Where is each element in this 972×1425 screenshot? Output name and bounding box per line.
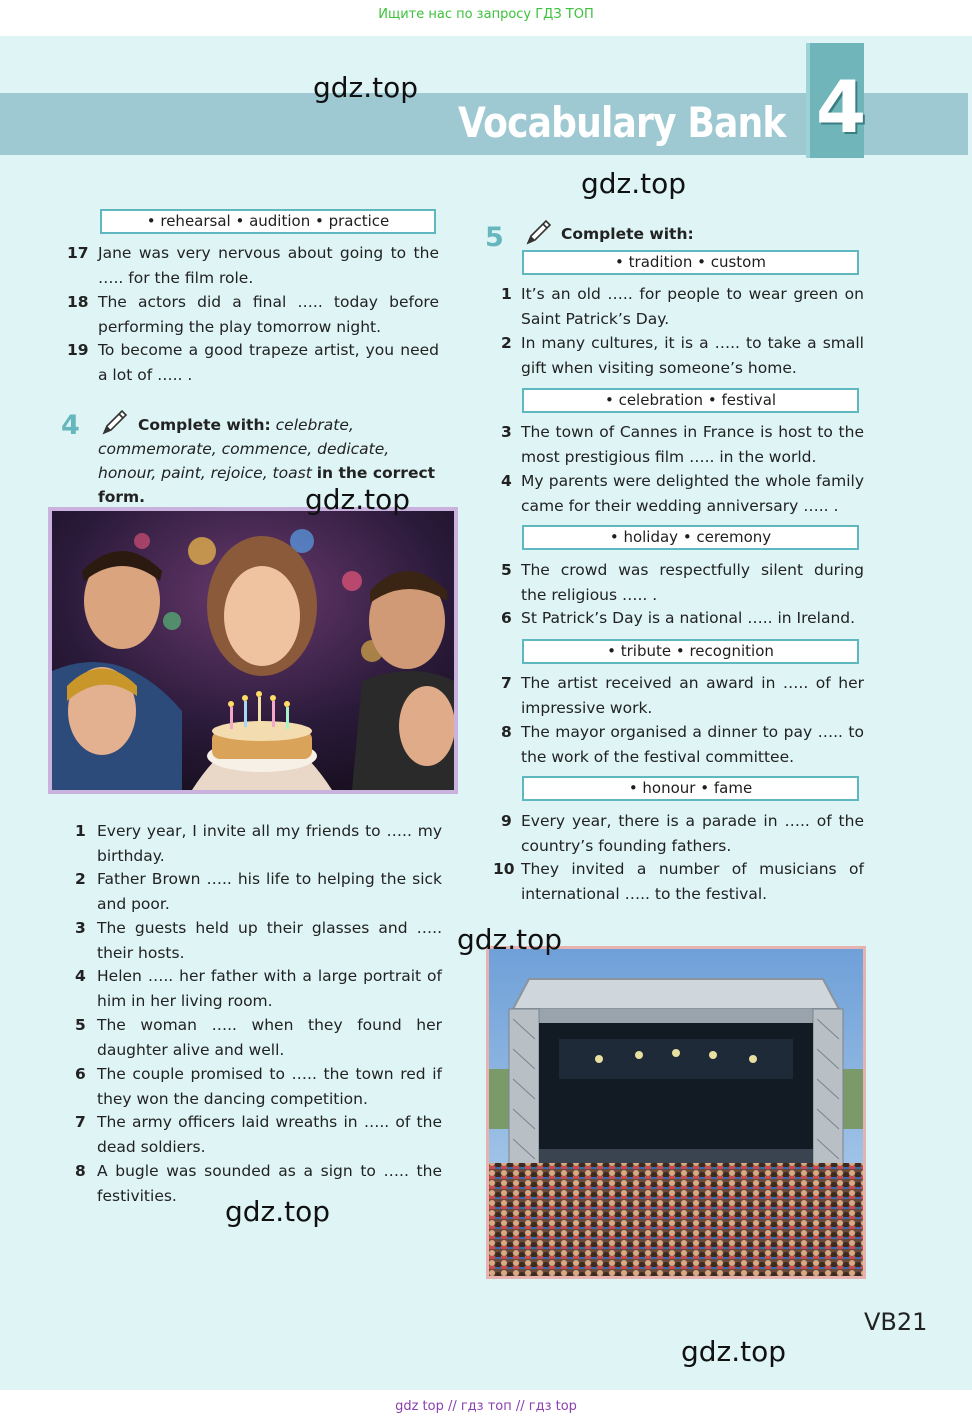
watermark: gdz.top xyxy=(457,923,563,956)
item-number: 10 xyxy=(493,860,515,878)
item-number: 7 xyxy=(501,674,512,692)
exercise-number: 4 xyxy=(61,410,80,441)
pencil-icon xyxy=(524,217,554,247)
list-item xyxy=(67,241,439,290)
item-number: 3 xyxy=(75,919,86,937)
item-text: In many cultures, it is a ….. to take a small gift when visiting someone’s home. xyxy=(521,334,864,377)
birthday-party-photo xyxy=(48,507,458,794)
item-number: 8 xyxy=(501,723,512,741)
word-box-celebration: • celebration • festival xyxy=(522,388,859,413)
watermark: gdz.top xyxy=(225,1195,331,1228)
item-number: 3 xyxy=(501,423,512,441)
item-number: 6 xyxy=(501,609,512,627)
list-item xyxy=(75,964,442,1013)
item-text: The couple promised to ….. the town red if they won the dancing competition. xyxy=(97,1065,442,1108)
item-number: 6 xyxy=(75,1065,86,1083)
list-item xyxy=(501,469,864,518)
item-text: Every year, there is a parade in ….. of the country’s founding fathers. xyxy=(521,812,864,855)
footer-links[interactable]: gdz top // гдз топ // гдз top xyxy=(395,1399,577,1414)
word-box-holiday: • holiday • ceremony xyxy=(522,525,859,550)
unit-badge xyxy=(806,43,867,158)
item-text: Father Brown ….. his life to helping the sick and poor. xyxy=(97,870,442,913)
item-number: 5 xyxy=(75,1016,86,1034)
item-number: 18 xyxy=(67,293,89,311)
birthday-photo-image xyxy=(52,511,454,790)
item-text: The actors did a final ….. today before performing the play tomorrow night. xyxy=(98,293,439,336)
item-text: It’s an old ….. for people to wear green on Saint Patrick’s Day. xyxy=(521,285,864,328)
top-banner xyxy=(0,0,972,36)
top-banner-text[interactable]: Ищите нас по запросу ГДЗ ТОП xyxy=(378,7,594,22)
item-text: They invited a number of musicians of international ….. to the festival. xyxy=(521,860,864,903)
textbook-page xyxy=(0,36,972,1390)
list-item xyxy=(501,558,864,607)
item-number: 7 xyxy=(75,1113,86,1131)
item-number: 2 xyxy=(75,870,86,888)
list-item xyxy=(501,331,864,380)
word-box-tradition: • tradition • custom xyxy=(522,250,859,275)
item-number: 5 xyxy=(501,561,512,579)
item-text: Jane was very nervous about going to the ….. for the film role. xyxy=(98,244,439,287)
watermark: gdz.top xyxy=(305,483,411,516)
item-text: The woman ….. when they found her daughter alive and well. xyxy=(97,1016,442,1059)
item-text: Every year, I invite all my friends to ….. my birthday. xyxy=(97,822,442,865)
item-text: To become a good trapeze artist, you need a lot of ….. . xyxy=(98,341,439,384)
instruction-label: Complete with: xyxy=(138,416,271,434)
word-box-honour: • honour • fame xyxy=(522,776,859,801)
instruction-suffix: in the correct form. xyxy=(98,464,436,506)
list-item xyxy=(501,809,864,858)
list-item xyxy=(501,671,864,720)
item-text: The mayor organised a dinner to pay ….. to the work of the festival committee. xyxy=(521,723,864,766)
watermark: gdz.top xyxy=(313,71,419,104)
item-number: 2 xyxy=(501,334,512,352)
item-number: 19 xyxy=(67,341,89,359)
item-text: A bugle was sounded as a sign to ….. the festivities. xyxy=(97,1162,442,1205)
list-item xyxy=(493,857,864,906)
watermark: gdz.top xyxy=(581,167,687,200)
concert-photo-image xyxy=(489,949,863,1276)
list-item xyxy=(75,1013,442,1062)
word-list: celebrate, commemorate, commence, dedicate, honour, paint, rejoice, toast xyxy=(98,416,390,482)
list-item xyxy=(67,290,439,339)
list-item xyxy=(75,819,442,868)
item-number: 4 xyxy=(75,967,86,985)
list-item xyxy=(501,282,864,331)
watermark: gdz.top xyxy=(681,1335,787,1368)
list-item xyxy=(75,1110,442,1159)
unit-number: 4 xyxy=(816,65,867,149)
exercise-number: 5 xyxy=(485,222,504,253)
item-number: 8 xyxy=(75,1162,86,1180)
list-item xyxy=(501,720,864,769)
list-item xyxy=(501,606,864,631)
list-item xyxy=(75,916,442,965)
item-text: The army officers laid wreaths in ….. of the dead soldiers. xyxy=(97,1113,442,1156)
list-item xyxy=(75,1159,442,1208)
item-text: The artist received an award in ….. of her impressive work. xyxy=(521,674,864,717)
concert-stage-photo xyxy=(486,946,866,1279)
list-item xyxy=(67,338,439,387)
item-text: Helen ….. her father with a large portrait of him in her living room. xyxy=(97,967,442,1010)
list-item xyxy=(75,867,442,916)
item-number: 4 xyxy=(501,472,512,490)
list-item xyxy=(75,1062,442,1111)
item-number: 17 xyxy=(67,244,89,262)
item-text: The guests held up their glasses and ….. their hosts. xyxy=(97,919,442,962)
item-number: 9 xyxy=(501,812,512,830)
list-item xyxy=(501,420,864,469)
instruction-label: Complete with: xyxy=(561,225,694,243)
word-box-rehearsal: • rehearsal • audition • practice xyxy=(100,209,436,234)
exercise-5-instruction xyxy=(561,222,694,246)
page-title: Vocabulary Bank xyxy=(458,98,786,147)
item-number: 1 xyxy=(75,822,86,840)
item-text: My parents were delighted the whole family came for their wedding anniversary ….. . xyxy=(521,472,864,515)
footer xyxy=(0,1390,972,1425)
page-number: VB21 xyxy=(864,1308,928,1336)
item-text: The town of Cannes in France is host to the most prestigious film ….. in the world. xyxy=(521,423,864,466)
word-box-tribute: • tribute • recognition xyxy=(522,639,859,664)
item-text: The crowd was respectfully silent during the religious ….. . xyxy=(521,561,864,604)
item-text: St Patrick’s Day is a national ….. in Ireland. xyxy=(521,609,856,627)
item-number: 1 xyxy=(501,285,512,303)
